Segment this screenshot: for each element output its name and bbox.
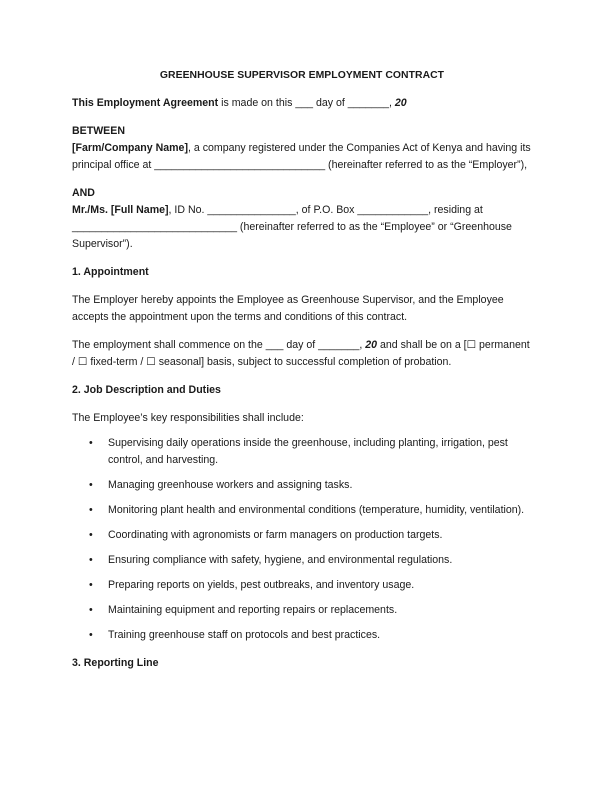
employee-paragraph [72,202,532,253]
intro-year: 20 [394,97,407,109]
section-3-heading: 3. Reporting Line [72,657,159,669]
bullet-icon: • [89,437,93,449]
duty-item [72,627,532,644]
duty-item [72,577,532,594]
duty-item [72,477,532,494]
bullet-icon: • [89,579,93,591]
duty-item [72,527,532,544]
employer-paragraph [72,140,532,174]
bullet-icon: • [89,529,93,541]
bullet-icon: • [89,479,93,491]
intro-text: is made on this ___ day of _______, [218,97,395,109]
document-title: GREENHOUSE SUPERVISOR EMPLOYMENT CONTRACT [159,70,445,81]
bullet-icon: • [89,604,93,616]
duties-list [72,435,532,644]
duty-item [72,435,532,469]
and-heading: AND [72,187,95,199]
employer-name-placeholder: [Farm/Company Name] [72,142,188,154]
section-1-heading: 1. Appointment [72,266,149,278]
bullet-icon: • [89,554,93,566]
employee-name-placeholder: Mr./Ms. [Full Name] [72,204,169,216]
duty-text: Coordinating with agronomists or farm managers on production targets. [108,529,443,541]
appointment-paragraph: The Employer hereby appoints the Employee as Greenhouse Supervisor, and the Employee accepts the appointment upon the terms and conditions of this contract. [72,294,504,323]
bullet-icon: • [89,504,93,516]
intro-paragraph [72,95,532,112]
duty-text: Ensuring compliance with safety, hygiene, and environmental regulations. [108,554,453,566]
duty-text: Maintaining equipment and reporting repairs or replacements. [108,604,398,616]
intro-lead: This Employment Agreement [72,97,219,109]
between-heading: BETWEEN [72,125,125,137]
duties-intro: The Employee’s key responsibilities shall include: [72,412,304,424]
duty-item [72,602,532,619]
duty-item [72,502,532,519]
commencement-paragraph [72,337,532,371]
duty-text: Training greenhouse staff on protocols and best practices. [108,629,381,641]
duty-item [72,552,532,569]
commencement-year: 20 [365,339,378,351]
duty-text: Managing greenhouse workers and assigning tasks. [108,479,353,491]
duty-text: Monitoring plant health and environmental conditions (temperature, humidity, ventilation). [108,504,525,516]
employee-details: , ID No. _______________, of P.O. Box ____________, residing at ____________________________ (hereinafter referred to as the “Employee” or “Greenhouse Supervisor”). [72,204,512,250]
section-2-heading: 2. Job Description and Duties [72,384,221,396]
bullet-icon: • [89,629,93,641]
duty-text: Supervising daily operations inside the greenhouse, including planting, irrigation, pest control, and harvesting. [108,437,508,466]
commencement-text-a: The employment shall commence on the ___ day of _______, [72,339,366,351]
contract-page [72,67,532,672]
commencement-text-b: and shall be on a [☐ permanent / ☐ fixed-term / ☐ seasonal] basis, subject to successful completion of probation. [72,339,530,368]
employer-details: , a company registered under the Companies Act of Kenya and having its principal office at _____________________________ (hereinafter referred to as the “Employer”), [72,142,531,171]
duty-text: Preparing reports on yields, pest outbreaks, and inventory usage. [108,579,415,591]
